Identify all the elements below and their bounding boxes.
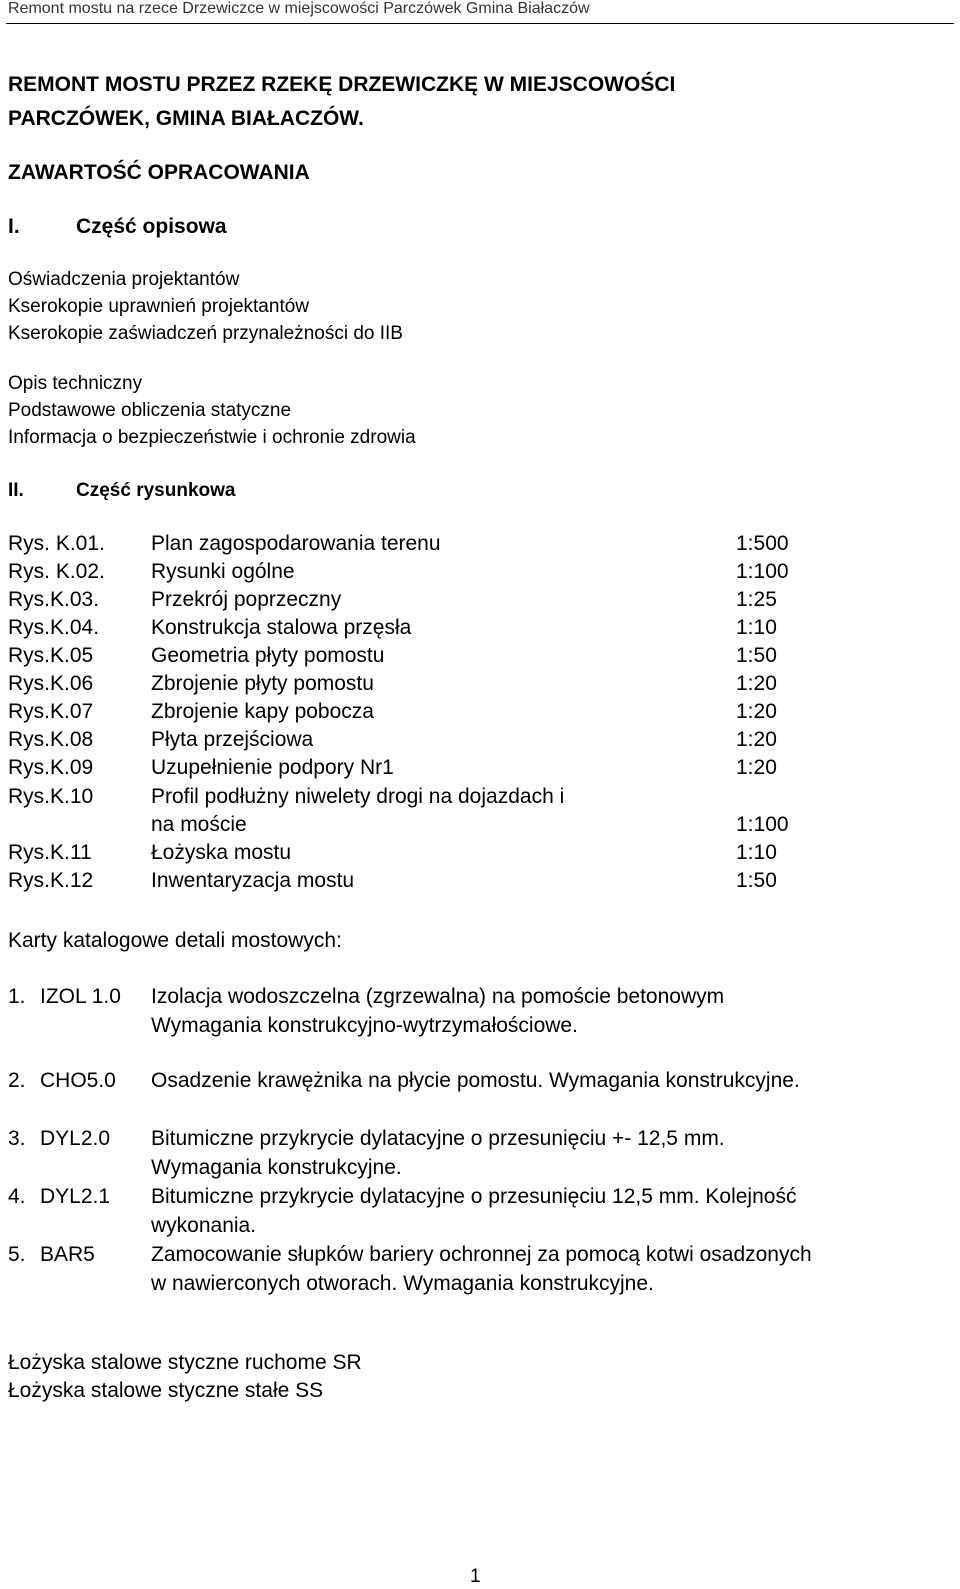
drawing-code: Rys.K.12 [8, 869, 94, 892]
drawing-row [8, 841, 908, 869]
drawing-row [8, 560, 908, 588]
catalog-number: 2. [8, 1069, 26, 1092]
drawing-title: na moście [151, 813, 247, 836]
catalog-desc-line1: Zamocowanie słupków bariery ochronnej za pomocą kotwi osadzonych [151, 1243, 812, 1266]
drawing-code: Rys.K.07 [8, 700, 94, 723]
drawing-row [8, 700, 908, 728]
header-rule [6, 23, 954, 24]
part1-item: Opis techniczny [8, 373, 143, 394]
catalog-desc-line1: Bitumiczne przykrycie dylatacyjne o przesunięciu +- 12,5 mm. [151, 1127, 725, 1150]
drawing-code: Rys.K.11 [8, 841, 92, 864]
drawing-row [8, 869, 908, 897]
catalog-desc-line1: Bitumiczne przykrycie dylatacyjne o przesunięciu 12,5 mm. Kolejność [151, 1185, 797, 1208]
drawing-scale: 1:10 [736, 616, 777, 639]
drawing-scale: 1:100 [736, 813, 789, 836]
catalog-number: 3. [8, 1127, 26, 1150]
catalog-number: 4. [8, 1185, 26, 1208]
part1-number: I. [8, 215, 20, 238]
part2-number: II. [8, 480, 24, 501]
document-title-line2: PARCZÓWEK, GMINA BIAŁACZÓW. [8, 107, 364, 130]
bearing-item: Łożyska stalowe styczne stałe SS [8, 1379, 324, 1402]
part2-title: Część rysunkowa [76, 480, 236, 501]
drawing-title: Zbrojenie płyty pomostu [151, 672, 374, 695]
catalog-code: CHO5.0 [40, 1069, 116, 1092]
catalog-code: BAR5 [40, 1243, 95, 1266]
drawing-code: Rys. K.01. [8, 532, 105, 555]
drawing-title: Zbrojenie kapy pobocza [151, 700, 374, 723]
catalog-number: 1. [8, 985, 26, 1008]
catalog-code: DYL2.1 [40, 1185, 111, 1208]
catalog-desc-line1: Osadzenie krawężnika na płycie pomostu. Wymagania konstrukcyjne. [151, 1069, 800, 1092]
drawing-title: Geometria płyty pomostu [151, 644, 385, 667]
bearing-item: Łożyska stalowe styczne ruchome SR [8, 1351, 362, 1374]
drawing-code: Rys.K.06 [8, 672, 94, 695]
catalog-heading: Karty katalogowe detali mostowych: [8, 929, 342, 952]
part1-item: Podstawowe obliczenia statyczne [8, 400, 292, 421]
page-number: 1 [470, 1566, 481, 1587]
drawing-scale: 1:20 [736, 728, 777, 751]
drawing-code: Rys.K.04. [8, 616, 100, 639]
drawing-row [8, 588, 908, 616]
catalog-desc-line2: wykonania. [151, 1214, 257, 1237]
catalog-desc-line1: Izolacja wodoszczelna (zgrzewalna) na pomoście betonowym [151, 985, 725, 1008]
part1-title: Część opisowa [76, 215, 227, 238]
drawing-title: Rysunki ogólne [151, 560, 295, 583]
drawing-code: Rys.K.08 [8, 728, 94, 751]
drawing-row [8, 616, 908, 644]
drawing-scale: 1:20 [736, 756, 777, 779]
drawing-scale: 1:20 [736, 700, 777, 723]
drawing-title: Przekrój poprzeczny [151, 588, 342, 611]
drawing-scale: 1:50 [736, 644, 777, 667]
drawing-title: Konstrukcja stalowa przęsła [151, 616, 412, 639]
drawing-row [8, 644, 908, 672]
drawing-row [8, 728, 908, 756]
drawing-title: Płyta przejściowa [151, 728, 314, 751]
drawing-title: Profil podłużny niwelety drogi na dojazdach i [151, 785, 565, 808]
drawing-code: Rys.K.03. [8, 588, 100, 611]
part1-item: Informacja o bezpieczeństwie i ochronie zdrowia [8, 427, 416, 448]
drawing-title: Łożyska mostu [151, 841, 292, 864]
drawing-code: Rys.K.10 [8, 785, 94, 808]
drawing-scale: 1:20 [736, 672, 777, 695]
part1-item: Oświadczenia projektantów [8, 269, 240, 290]
catalog-desc-line2: Wymagania konstrukcyjne. [151, 1156, 402, 1179]
document-title-line1: REMONT MOSTU PRZEZ RZEKĘ DRZEWICZKĘ W MIEJSCOWOŚCI [8, 73, 676, 96]
drawing-title: Uzupełnienie podpory Nr1 [151, 756, 394, 779]
catalog-code: DYL2.0 [40, 1127, 111, 1150]
drawing-scale: 1:100 [736, 560, 789, 583]
drawing-row [8, 532, 908, 560]
contents-heading: ZAWARTOŚĆ OPRACOWANIA [8, 161, 310, 184]
drawing-scale: 1:500 [736, 532, 789, 555]
drawing-scale: 1:25 [736, 588, 777, 611]
catalog-number: 5. [8, 1243, 26, 1266]
catalog-desc-line2: w nawierconych otworach. Wymagania konstrukcyjne. [151, 1272, 654, 1295]
catalog-desc-line2: Wymagania konstrukcyjno-wytrzymałościowe. [151, 1014, 578, 1037]
running-header: Remont mostu na rzece Drzewiczce w miejscowości Parczówek Gmina Białaczów [8, 0, 590, 17]
drawing-row [8, 813, 908, 841]
drawing-title: Inwentaryzacja mostu [151, 869, 355, 892]
drawing-scale: 1:10 [736, 841, 777, 864]
drawing-code: Rys.K.09 [8, 756, 94, 779]
drawing-row [8, 672, 908, 700]
drawing-row [8, 785, 908, 813]
drawing-code: Rys. K.02. [8, 560, 105, 583]
drawing-scale: 1:50 [736, 869, 777, 892]
drawing-title: Plan zagospodarowania terenu [151, 532, 441, 555]
drawing-code: Rys.K.05 [8, 644, 94, 667]
part1-item: Kserokopie uprawnień projektantów [8, 296, 310, 317]
drawing-row [8, 756, 908, 784]
catalog-code: IZOL 1.0 [40, 985, 121, 1008]
part1-item: Kserokopie zaświadczeń przynależności do IIB [8, 323, 403, 344]
